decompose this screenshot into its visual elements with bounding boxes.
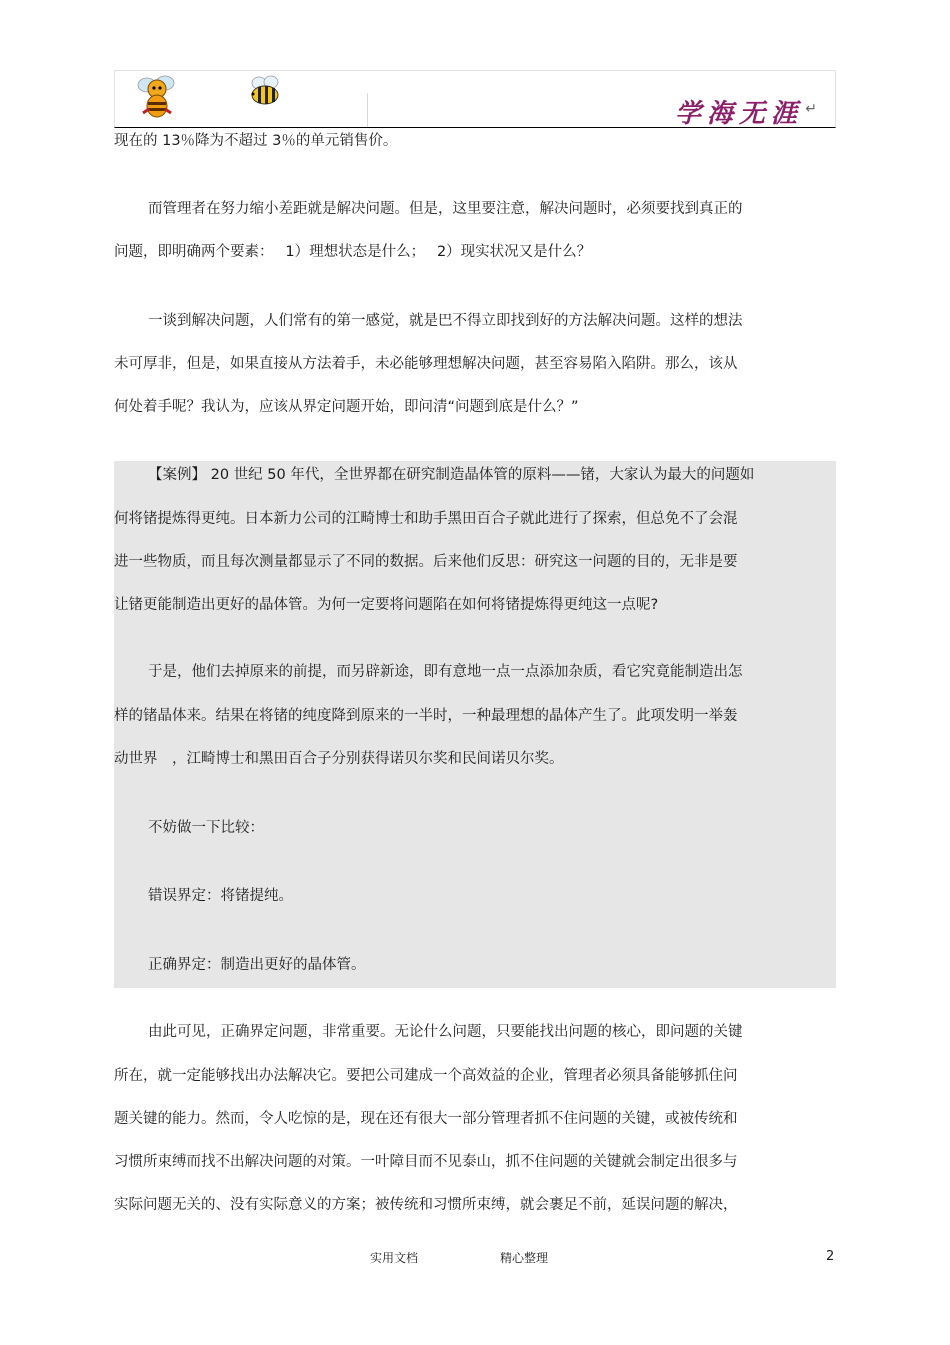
text-line: 题关键的能力。然而，令人吃惊的是，现在还有很大一部分管理者抓不住问题的关键，或被传统和 — [114, 1111, 738, 1127]
footer-mid-text: 精心整理 — [500, 1251, 549, 1265]
text-line: 不妨做一下比较： — [148, 820, 264, 836]
text-line: 何将锗提炼得更纯。日本新力公司的江畸博士和助手黑田百合子就此进行了探索，但总免不了会混 — [114, 511, 738, 527]
text-line: 所在，就一定能够找出办法解决它。要把公司建成一个高效益的企业，管理者必须具备能够抓住问 — [114, 1068, 738, 1084]
page-header — [114, 70, 836, 128]
text-line: 正确界定：制造出更好的晶体管。 — [148, 957, 366, 973]
text-line: 错误界定：将锗提纯。 — [148, 888, 293, 904]
logo-text: 学海无涯 — [674, 99, 803, 129]
page-number: 2 — [826, 1249, 835, 1264]
text-line: 习惯所束缚而找不出解决问题的对策。一叶障目而不见泰山，抓不住问题的关键就会制定出很多与 — [114, 1154, 738, 1170]
text-line: 现在的 13％降为不超过 3％的单元销售价。 — [114, 133, 398, 149]
text-line: 而管理者在努力缩小差距就是解决问题。但是，这里要注意，解决问题时，必须要找到真正的 — [148, 201, 743, 217]
text-line: 一谈到解决问题，人们常有的第一感觉，就是巴不得立即找到好的方法解决问题。这样的想法 — [148, 313, 743, 329]
text-line: 何处着手呢？我认为，应该从界定问题开始，即问清“问题到底是什么？” — [114, 399, 579, 415]
bee-mascot-icon — [135, 73, 179, 121]
text-line: 问题，即明确两个要素： 1）理想状态是什么； 2）现实状况又是什么？ — [114, 244, 592, 260]
text-line: 样的锗晶体来。结果在将锗的纯度降到原来的一半时，一种最理想的晶体产生了。此项发明一举轰 — [114, 708, 738, 724]
footer-left-text: 实用文档 — [370, 1251, 419, 1265]
return-mark: ↵ — [805, 101, 817, 117]
header-divider — [367, 93, 368, 127]
text-line: 由此可见，正确界定问题，非常重要。无论什么问题，只要能找出问题的核心，即问题的关键 — [148, 1024, 743, 1040]
text-line: 【案例】 20 世纪 50 年代，全世界都在研究制造晶体管的原料——锗，大家认为最大的问题如 — [148, 467, 755, 483]
text-line: 进一些物质，而且每次测量都显示了不同的数据。后来他们反思：研究这一问题的目的，无非是要 — [114, 554, 738, 570]
text-line: 让锗更能制造出更好的晶体管。为何一定要将问题陷在如何将锗提炼得更纯这一点呢? — [114, 597, 659, 613]
text-line: 于是，他们去掉原来的前提，而另辟新途，即有意地一点一点添加杂质，看它究竟能制造出怎 — [148, 664, 743, 680]
small-bee-icon — [245, 75, 285, 109]
text-line: 动世界 ，江畸博士和黑田百合子分别获得诺贝尔奖和民间诺贝尔奖。 — [114, 751, 564, 767]
text-line: 未可厚非，但是，如果直接从方法着手，未必能够理想解决问题，甚至容易陷入陷阱。那么，该从 — [114, 356, 738, 372]
text-line: 实际问题无关的、没有实际意义的方案；被传统和习惯所束缚，就会裹足不前，延误问题的解决， — [114, 1197, 738, 1213]
